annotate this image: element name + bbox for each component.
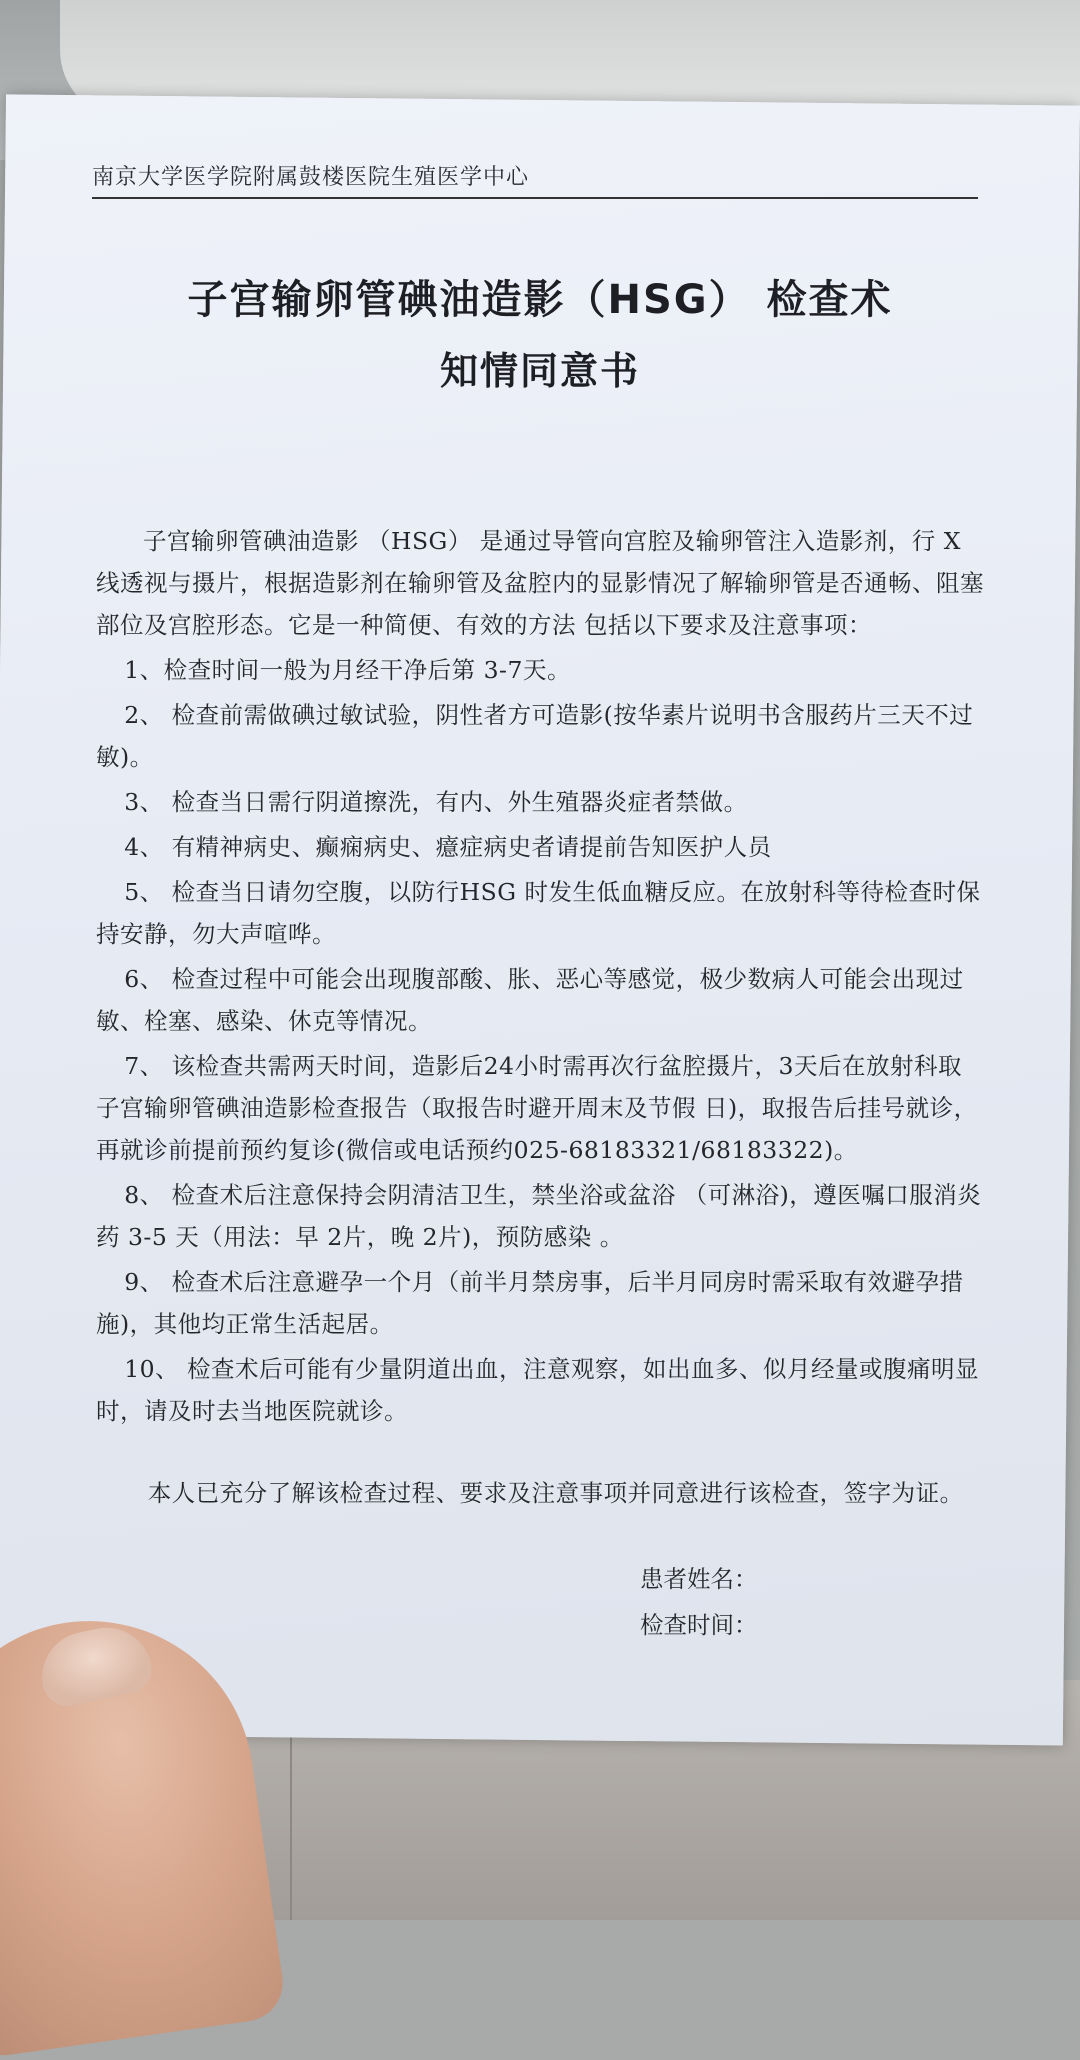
form-body [96,520,984,1514]
requirement-item-9: 9、 检查术后注意避孕一个月（前半月禁房事，后半月同房时需采取有效避孕措施)，其他均正常生活起居。 [96,1268,964,1338]
requirement-item-2: 2、 检查前需做碘过敏试验，阴性者方可造影(按华素片说明书含服药片三天不过敏)。 [96,701,974,771]
requirement-item-6: 6、 检查过程中可能会出现腹部酸、胀、恶心等感觉，极少数病人可能会出现过敏、栓塞、感染、休克等情况。 [96,965,964,1035]
form-subtitle: 知情同意书 [439,349,640,393]
table-seam [290,1720,292,1920]
exam-time-label: 检查时间： [640,1611,758,1639]
institution-header: 南京大学医学院附属鼓楼医院生殖医学中心 [92,160,978,199]
requirement-item-1: 1、检查时间一般为月经干净后第 3-7天。 [124,656,571,684]
requirement-item-8: 8、 检查术后注意保持会阴清洁卫生，禁坐浴或盆浴 （可淋浴)，遵医嘱口服消炎药 3-5 天（用法：早 2片，晚 2片)，预防感染 。 [96,1181,982,1251]
requirement-item-10: 10、 检查术后可能有少量阴道出血，注意观察，如出血多、似月经量或腹痛明显时，请及时去当地医院就诊。 [96,1355,980,1425]
patient-name-label: 患者姓名： [640,1565,758,1593]
intro-paragraph: 子宫输卵管碘油造影 （HSG） 是通过导管向宫腔及输卵管注入造影剂，行 X 线透视与摄片，根据造影剂在输卵管及盆腔内的显影情况了解输卵管是否通畅、阻塞部位及宫腔形态。它是一种简便、有效的方法 包括以下要求及注意事项： [96,527,984,639]
requirement-item-3: 3、 检查当日需行阴道擦洗，有内、外生殖器炎症者禁做。 [124,788,748,816]
requirement-item-5: 5、 检查当日请勿空腹，以防行HSG 时发生低血糖反应。在放射科等待检查时保持安静，勿大声喧哗。 [96,878,981,948]
requirement-item-4: 4、 有精神病史、癫痫病史、癔症病史者请提前告知医护人员 [124,833,772,861]
consent-statement: 本人已充分了解该检查过程、要求及注意事项并同意进行该检查，签字为证。 [147,1479,964,1507]
form-title: 子宫输卵管碘油造影（HSG） 检查术 [187,277,893,323]
requirement-item-7: 7、 该检查共需两天时间，造影后24小时需再次行盆腔摄片，3天后在放射科取子宫输卵管碘油造影检查报告（取报告时避开周末及节假 日)，取报告后挂号就诊，再就诊前提前预约复诊(微信或电话预约025-68183321/68183322)。 [96,1052,978,1164]
